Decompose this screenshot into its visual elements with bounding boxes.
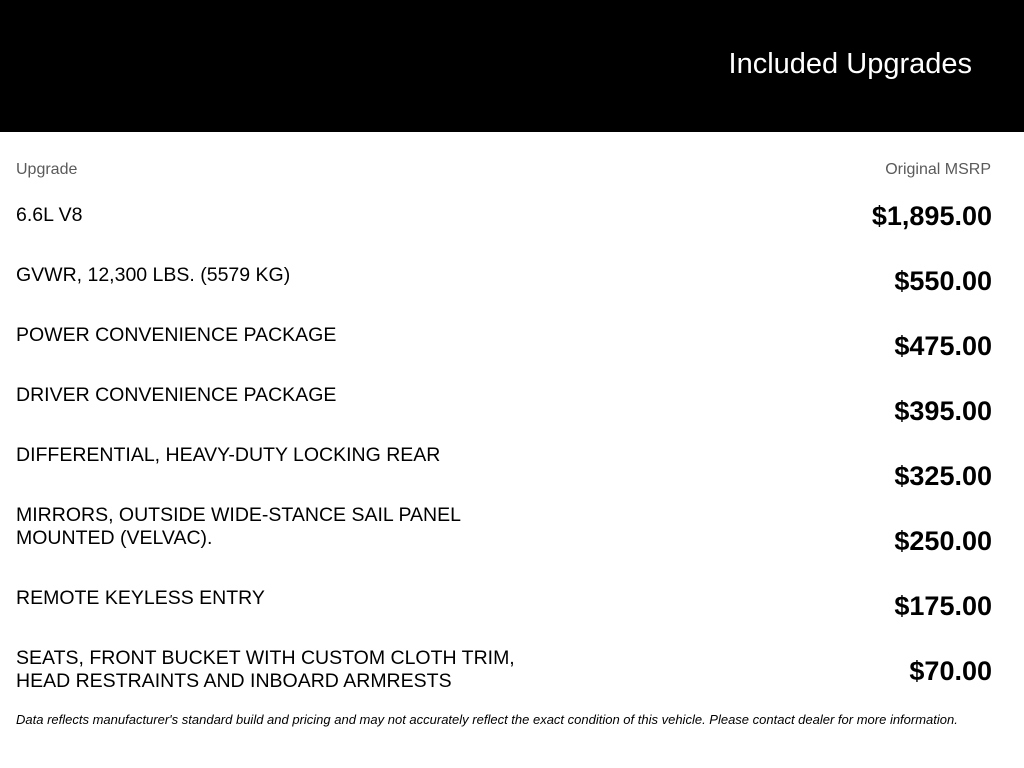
upgrade-name: 6.6L V8 xyxy=(16,204,83,226)
upgrade-price: $1,895.00 xyxy=(871,201,992,231)
upgrade-name: REMOTE KEYLESS ENTRY xyxy=(16,587,265,609)
page-header xyxy=(0,0,1024,132)
upgrade-name: SEATS, FRONT BUCKET WITH CUSTOM CLOTH TRIM, HEAD RESTRAINTS AND INBOARD ARMRESTS xyxy=(16,647,515,692)
upgrade-name: GVWR, 12,300 LBS. (5579 KG) xyxy=(16,264,291,286)
upgrade-name: DIFFERENTIAL, HEAVY-DUTY LOCKING REAR xyxy=(16,444,441,466)
disclaimer-text: Data reflects manufacturer's standard build and pricing and may not accurately reflect the exact condition of this vehicle. Please contact dealer for more information. xyxy=(16,712,958,727)
column-header-upgrade: Upgrade xyxy=(16,161,78,178)
upgrade-price: $550.00 xyxy=(894,266,992,296)
upgrade-name: DRIVER CONVENIENCE PACKAGE xyxy=(16,384,337,406)
upgrade-name: MIRRORS, OUTSIDE WIDE-STANCE SAIL PANEL MOUNTED (VELVAC). xyxy=(16,504,461,549)
column-header-msrp: Original MSRP xyxy=(885,161,991,178)
upgrade-price: $395.00 xyxy=(894,396,992,426)
upgrade-price: $70.00 xyxy=(909,656,992,686)
upgrade-price: $475.00 xyxy=(894,331,992,361)
upgrade-price: $325.00 xyxy=(894,461,992,491)
page-title: Included Upgrades xyxy=(728,48,972,80)
upgrade-price: $250.00 xyxy=(894,526,992,556)
upgrade-name: POWER CONVENIENCE PACKAGE xyxy=(16,324,337,346)
upgrade-price: $175.00 xyxy=(894,591,992,621)
